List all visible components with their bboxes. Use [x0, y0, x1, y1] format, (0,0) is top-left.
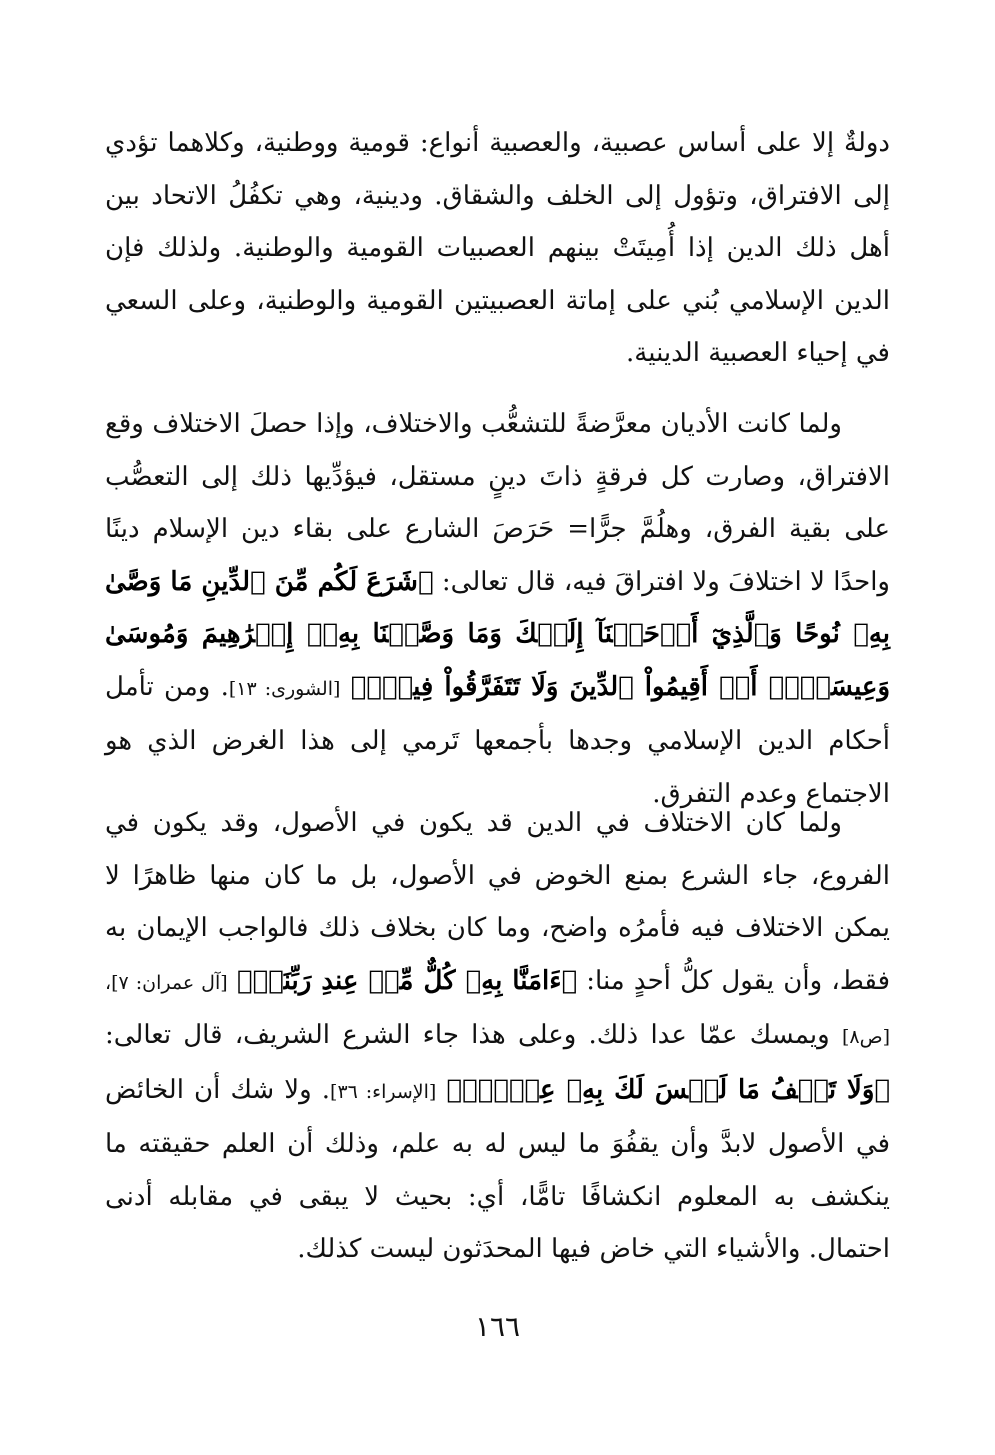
page-number: ١٦٦ — [474, 1310, 521, 1343]
paragraph-text: دولةٌ إلا على أساس عصبية، والعصبية أنواع: قومية ووطنية، وكلاهما تؤدي إلى الافتراق، وتؤول إلى الخلف والشقاق. ودينية، وهي تكفُلُ الاتحاد بين أهل ذلك الدين إذا أُمِيتَتْ بينهم العصبيات القومية والوطنية. ولذلك فإن الدين الإسلامي بُني على إماتة العصبيتين القومية والوطنية، وعلى السعي في إحياء العصبية الدينية. — [105, 128, 890, 368]
paragraph-text: . ولا شك أن الخائض في الأصول لابدَّ وأن يقفُوَ ما ليس له به علم، وذلك أن العلم حقيقته ما ينكشف به المعلوم انكشافًا تامًّا، أي: بحيث لا يبقى في مقابله أدنى احتمال. والأشياء التي خاض فيها المحدَثون ليست كذلك. — [105, 1074, 890, 1264]
paragraph-2 — [105, 398, 890, 820]
verse-reference: [الإسراء: ٣٦] — [330, 1080, 437, 1103]
quran-verse: ﴿شَرَعَ لَكُم مِّنَ ٱلدِّينِ مَا وَصَّىٰ بِهِۦ نُوحًا وَٱلَّذِيٓ أَوۡحَيۡنَآ إِلَيۡكَ وَمَا وَصَّيۡنَا بِهِۦٓ إِبۡرَٰهِيمَ وَمُوسَىٰ وَعِيسَىٰٓۖ أَنۡ أَقِيمُواْ ٱلدِّينَ وَلَا تَتَفَرَّقُواْ فِيهِۚ﴾ — [105, 566, 891, 702]
verse-reference: [الشورى: ١٣] — [228, 677, 341, 700]
quran-verse: ﴿ءَامَنَّا بِهِۦ كُلٌّ مِّنۡ عِندِ رَبِّنَاۗ﴾ — [236, 965, 578, 996]
quran-verse: ﴿وَلَا تَقۡفُ مَا لَيۡسَ لَكَ بِهِۦ عِلۡمٌۚ﴾ — [446, 1074, 890, 1105]
spacer-text — [436, 1075, 446, 1105]
paragraph-3 — [105, 797, 890, 1276]
paragraph-text: ويمسك عمّا عدا ذلك. وعلى هذا جاء الشرع الشريف، قال تعالى: — [105, 1020, 842, 1050]
paragraph-text: . ومن تأمل أحكام الدين الإسلامي وجدها بأجمعها تَرمي إلى هذا الغرض الذي هو الاجتماع وعدم التفرق. — [105, 671, 890, 809]
paragraph-text: ولما كان الاختلاف في الدين قد يكون في الأصول، وقد يكون في الفروع، جاء الشرع بمنع الخوض في الأصول، بل ما كان منها ظاهرًا لا يمكن الاختلاف فيه فأمرُه واضح، وما كان بخلاف ذلك فالواجب الإيمان به فقط، وأن يقول كلُّ أحدٍ منا: — [105, 808, 891, 996]
spacer-text — [340, 672, 350, 702]
verse-reference: [آل عمران: ٧]، [ص٨] — [105, 971, 890, 1048]
paragraph-text: ولما كانت الأديان معرَّضةً للتشعُّب والاختلاف، وإذا حصلَ الاختلاف وقع الافتراق، وصارت كل فرقةٍ ذاتَ دينٍ مستقل، فيؤدِّيها ذلك إلى التعصُّب على بقية الفرق، وهلُمَّ جرًّا= حَرَصَ الشارع على بقاء دين الإسلام دينًا واحدًا لا اختلافَ ولا افتراقَ فيه، قال تعالى: — [105, 409, 890, 597]
spacer-text — [228, 966, 237, 996]
paragraph-1 — [105, 117, 890, 380]
